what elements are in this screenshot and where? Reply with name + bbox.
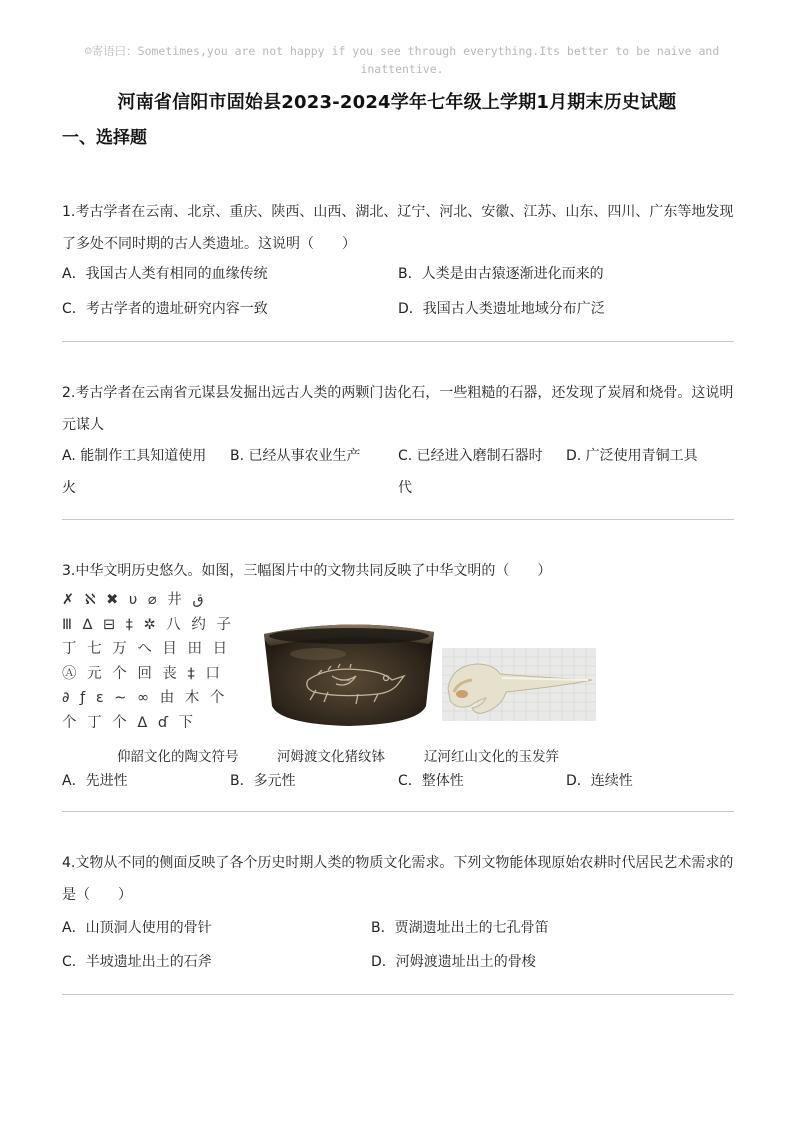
q2-option-a-text: A. 能制作工具知道使用火: [62, 448, 207, 496]
divider: [62, 811, 734, 812]
question-3-stem: 3.中华文明历史悠久。如图，三幅图片中的文物共同反映了中华文明的（ ）: [62, 563, 552, 579]
q3-option-a[interactable]: A．先进性: [62, 773, 128, 789]
section-heading: 一、选择题: [62, 128, 147, 148]
symbol-row: Ⅲ ∆ ⊟ ‡ ✲ 八 约 子: [62, 616, 235, 633]
pig-pattern-bowl-image: [258, 614, 440, 730]
q2-option-c[interactable]: [398, 440, 548, 504]
q3-option-b[interactable]: B．多元性: [230, 773, 296, 789]
question-4-stem: 4.文物从不同的侧面反映了各个历史时期人类的物质文化需求。下列文物能体现原始农耕时代居民艺术需求的是（ ）: [62, 855, 734, 903]
pottery-symbols-image: [62, 588, 256, 738]
q1-option-c[interactable]: C．考古学者的遗址研究内容一致: [62, 301, 268, 317]
question-4: [62, 847, 738, 911]
question-3: [62, 555, 738, 587]
q1-option-a[interactable]: A．我国古人类有相同的血缘传统: [62, 266, 268, 282]
q4-option-d[interactable]: D．河姆渡遗址出土的骨梭: [371, 954, 536, 970]
question-2-stem: 2.考古学者在云南省元谋县发掘出远古人类的两颗门齿化石，一些粗糙的石器，还发现了炭屑和烧骨。这说明元谋人: [62, 385, 734, 433]
q3-option-c[interactable]: C．整体性: [398, 773, 464, 789]
divider: [62, 519, 734, 520]
q2-option-c-text: C. 已经进入磨制石器时代: [398, 448, 543, 496]
caption-pottery-symbols: 仰韶文化的陶文符号: [117, 749, 239, 765]
divider: [62, 994, 734, 995]
page-title: 河南省信阳市固始县2023-2024学年七年级上学期1月期末历史试题: [117, 92, 677, 113]
symbol-row: Ⓐ 元 个 回 丧 ‡ 口: [62, 665, 223, 682]
divider: [62, 341, 734, 342]
question-1: [62, 196, 738, 260]
symbol-row: ∂ ƒ ε ∼ ∞ 由 木 个: [62, 690, 228, 706]
q4-option-c[interactable]: C．半坡遗址出土的石斧: [62, 954, 212, 970]
symbol-row: 个 丁 个 Δ ɗ 下: [62, 714, 197, 731]
symbol-row: ✗ ℵ ✖ υ ⌀ 井 ق: [62, 592, 204, 608]
q1-option-b[interactable]: B．人类是由古猿逐渐进化而来的: [398, 266, 604, 282]
q4-option-b[interactable]: B．贾湖遗址出土的七孔骨笛: [371, 920, 549, 936]
q4-option-a[interactable]: A．山顶洞人使用的骨针: [62, 920, 212, 936]
q1-option-d[interactable]: D．我国古人类遗址地域分布广泛: [398, 301, 605, 317]
watermark-line-2: inattentive.: [360, 62, 444, 76]
watermark: [40, 42, 764, 78]
q2-option-b[interactable]: B. 已经从事农业生产: [230, 448, 361, 464]
watermark-line-1: ☺寄语曰：Sometimes,you are not happy if you see through everything.Its better to be naive and: [84, 44, 720, 58]
symbol-row: 丁 七 万 へ 目 田 日: [62, 641, 231, 657]
q2-option-d[interactable]: D. 广泛使用青铜工具: [566, 448, 698, 464]
caption-pig-bowl: 河姆渡文化猪纹钵: [277, 749, 385, 765]
q3-option-d[interactable]: D．连续性: [566, 773, 633, 789]
question-1-stem: 1.考古学者在云南、北京、重庆、陕西、山西、湖北、辽宁、河北、安徽、江苏、山东、四川、广东等地发现了多处不同时期的古人类遗址。这说明（ ）: [62, 204, 734, 252]
caption-jade-hairpin: 辽河红山文化的玉发笄: [424, 749, 559, 765]
question-2: [62, 377, 738, 441]
jade-hairpin-image: [442, 648, 596, 721]
q2-option-a[interactable]: [62, 440, 212, 504]
